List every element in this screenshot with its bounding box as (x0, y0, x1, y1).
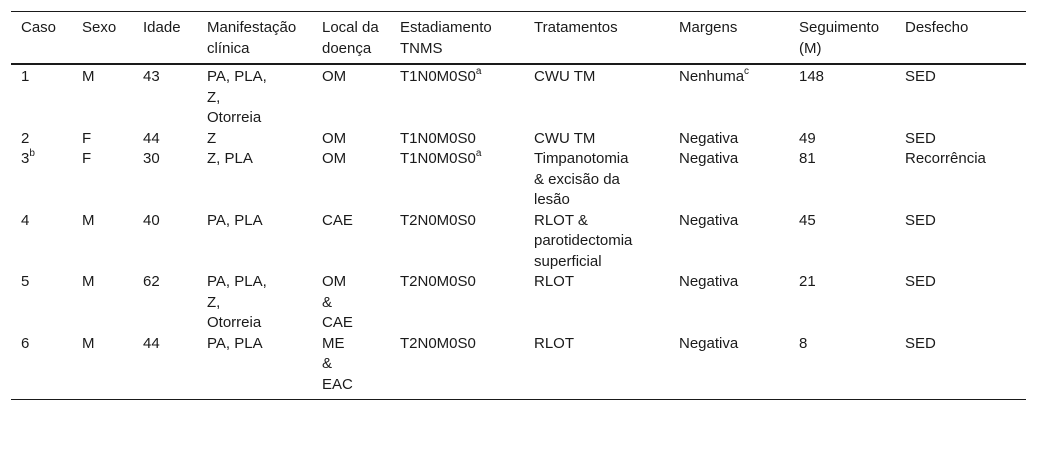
cell-caso (11, 149, 72, 211)
cell-margens-text: Nenhuma (679, 68, 745, 85)
cell-seguimento-text: 45 (799, 211, 816, 229)
cell-seguimento (789, 149, 895, 211)
cell-estadiamento-text: T2N0M0S0 (400, 273, 476, 290)
cell-tratamentos (524, 334, 669, 400)
cell-caso (11, 211, 72, 273)
cell-margens (669, 149, 789, 211)
cell-sexo-text: F (82, 129, 92, 147)
cell-local (312, 64, 390, 129)
cell-margens (669, 272, 789, 334)
cell-local (312, 211, 390, 273)
cell-caso (11, 334, 72, 400)
cell-local-line: OM (322, 150, 347, 167)
cell-tratamentos-line: lesão (534, 191, 570, 208)
cell-seguimento-text: 81 (799, 150, 816, 167)
cell-seguimento (789, 64, 895, 129)
table-row (11, 64, 1026, 129)
cell-estadiamento (390, 149, 524, 211)
cell-manifestacao (197, 334, 312, 400)
cell-manifestacao (197, 129, 312, 150)
cell-seguimento (789, 211, 895, 273)
cell-local-line: CAE (322, 314, 353, 331)
cell-local-line: & (322, 355, 333, 372)
cell-estadiamento (390, 64, 524, 129)
cell-caso-text: 5 (21, 273, 30, 290)
cell-sexo-text: M (82, 334, 95, 352)
cell-estadiamento-text: T2N0M0S0 (400, 334, 476, 352)
cell-desfecho (895, 272, 1026, 334)
table-row (11, 334, 1026, 400)
table-row (11, 211, 1026, 273)
cell-tratamentos-line: & excisão da (534, 170, 620, 188)
cell-local (312, 272, 390, 334)
table-body (11, 64, 1026, 400)
cell-manifestacao-line: PA, PLA (207, 211, 263, 229)
cell-idade (133, 149, 197, 211)
cell-tratamentos-line: RLOT & (534, 211, 588, 229)
header-tratamentos: Tratamentos (534, 19, 618, 36)
cell-sexo (72, 129, 133, 150)
case-table-container (11, 11, 1026, 400)
cell-desfecho-text: SED (905, 68, 936, 85)
cell-caso-text: 6 (21, 334, 30, 352)
cell-estadiamento-text: T1N0M0S0 (400, 129, 476, 147)
cell-manifestacao (197, 149, 312, 211)
cell-local (312, 149, 390, 211)
cell-margens-footnote-marker: c (744, 66, 750, 77)
cell-seguimento (789, 129, 895, 150)
header-sexo: Sexo (82, 19, 117, 36)
cell-local (312, 129, 390, 150)
cell-sexo (72, 211, 133, 273)
cell-idade-text: 40 (143, 211, 160, 229)
cell-desfecho-text: SED (905, 334, 936, 352)
cell-seguimento (789, 272, 895, 334)
cell-local-line: ME (322, 334, 345, 352)
cell-estadiamento (390, 272, 524, 334)
cell-tratamentos (524, 149, 669, 211)
cell-estadiamento-footnote-marker: a (475, 148, 482, 159)
cell-local-line: CAE (322, 211, 353, 229)
cell-desfecho-text: SED (905, 273, 936, 290)
cell-tratamentos (524, 64, 669, 129)
header-manifestacao: Manifestação clínica (207, 19, 297, 57)
cell-idade-text: 62 (143, 273, 160, 290)
header-idade: Idade (143, 19, 181, 36)
cell-tratamentos-line: CWU TM (534, 68, 596, 85)
cell-local-line: OM (322, 129, 347, 147)
cell-idade (133, 334, 197, 400)
cell-margens-text: Negativa (679, 129, 739, 147)
cell-manifestacao-line: Z (207, 129, 217, 147)
cell-manifestacao-line: Z, (207, 88, 221, 106)
table-row (11, 129, 1026, 150)
cell-desfecho (895, 129, 1026, 150)
cell-sexo (72, 149, 133, 211)
cell-manifestacao (197, 272, 312, 334)
header-desfecho: Desfecho (905, 19, 969, 36)
cell-margens-text: Negativa (679, 334, 739, 352)
cell-tratamentos-line: RLOT (534, 273, 575, 290)
cell-tratamentos (524, 272, 669, 334)
cell-tratamentos-line: superficial (534, 252, 602, 270)
cell-sexo (72, 64, 133, 129)
cell-manifestacao-line: PA, PLA, (207, 273, 267, 290)
cell-idade-text: 44 (143, 334, 160, 352)
cell-estadiamento-text: T2N0M0S0 (400, 211, 476, 229)
cell-local-line: & (322, 293, 333, 311)
cell-margens-text: Negativa (679, 150, 739, 167)
cell-sexo-text: F (82, 150, 92, 167)
header-estadiamento: Estadiamento TNMS (400, 19, 492, 57)
cell-margens-text: Negativa (679, 273, 739, 290)
cell-margens (669, 64, 789, 129)
header-caso: Caso (21, 19, 57, 36)
cell-manifestacao-line: PA, PLA, (207, 68, 267, 85)
cell-local (312, 334, 390, 400)
cell-seguimento-text: 148 (799, 68, 825, 85)
header-local: Local da doença (322, 19, 379, 57)
cell-local-line: OM (322, 68, 347, 85)
cell-margens (669, 129, 789, 150)
cell-seguimento-text: 8 (799, 334, 808, 352)
cell-tratamentos-line: RLOT (534, 334, 575, 352)
cell-idade-text: 30 (143, 150, 160, 167)
cell-estadiamento-footnote-marker: a (475, 66, 482, 77)
cell-caso-footnote-marker: b (29, 148, 35, 159)
cell-sexo-text: M (82, 273, 95, 290)
cell-margens (669, 211, 789, 273)
cell-desfecho (895, 64, 1026, 129)
cell-tratamentos-line: parotidectomia (534, 232, 633, 249)
cell-caso (11, 64, 72, 129)
cell-tratamentos-line: CWU TM (534, 129, 596, 147)
cell-caso-text: 3 (21, 150, 30, 167)
cell-manifestacao-line: Otorreia (207, 314, 262, 331)
cell-manifestacao-line: Z, PLA (207, 150, 253, 167)
cell-idade (133, 129, 197, 150)
cell-estadiamento-text: T1N0M0S0 (400, 150, 476, 167)
cell-sexo (72, 334, 133, 400)
header-margens: Margens (679, 19, 738, 36)
table-row (11, 272, 1026, 334)
cell-estadiamento (390, 129, 524, 150)
cell-seguimento-text: 49 (799, 129, 816, 147)
cell-manifestacao-line: PA, PLA (207, 334, 263, 352)
cell-desfecho-text: SED (905, 129, 936, 147)
cell-desfecho (895, 211, 1026, 273)
cell-caso-text: 2 (21, 129, 30, 147)
cell-tratamentos (524, 211, 669, 273)
cell-seguimento-text: 21 (799, 273, 816, 290)
cell-local-line: OM (322, 273, 347, 290)
cell-sexo-text: M (82, 211, 95, 229)
cell-manifestacao (197, 211, 312, 273)
cell-caso-text: 4 (21, 211, 30, 229)
cell-desfecho-text: SED (905, 211, 936, 229)
cell-manifestacao-line: Otorreia (207, 109, 262, 126)
cell-idade-text: 43 (143, 68, 160, 85)
cell-caso-text: 1 (21, 68, 30, 85)
cell-local-line: EAC (322, 375, 353, 393)
cell-idade-text: 44 (143, 129, 160, 147)
cell-manifestacao-line: Z, (207, 293, 221, 311)
cell-idade (133, 64, 197, 129)
cell-tratamentos-line: Timpanotomia (534, 150, 629, 167)
cell-seguimento (789, 334, 895, 400)
cell-sexo (72, 272, 133, 334)
cell-estadiamento-text: T1N0M0S0 (400, 68, 476, 85)
cell-desfecho (895, 334, 1026, 400)
cell-caso (11, 272, 72, 334)
cell-estadiamento (390, 211, 524, 273)
cell-idade (133, 272, 197, 334)
cell-idade (133, 211, 197, 273)
cell-manifestacao (197, 64, 312, 129)
header-seguimento: Seguimento (M) (799, 19, 880, 57)
cell-margens (669, 334, 789, 400)
cell-desfecho (895, 149, 1026, 211)
cell-sexo-text: M (82, 68, 95, 85)
cell-estadiamento (390, 334, 524, 400)
cell-desfecho-text: Recorrência (905, 150, 986, 167)
case-table (11, 11, 1026, 400)
cell-caso (11, 129, 72, 150)
cell-tratamentos (524, 129, 669, 150)
cell-margens-text: Negativa (679, 211, 739, 229)
table-header-row (11, 12, 1026, 65)
table-row (11, 149, 1026, 211)
